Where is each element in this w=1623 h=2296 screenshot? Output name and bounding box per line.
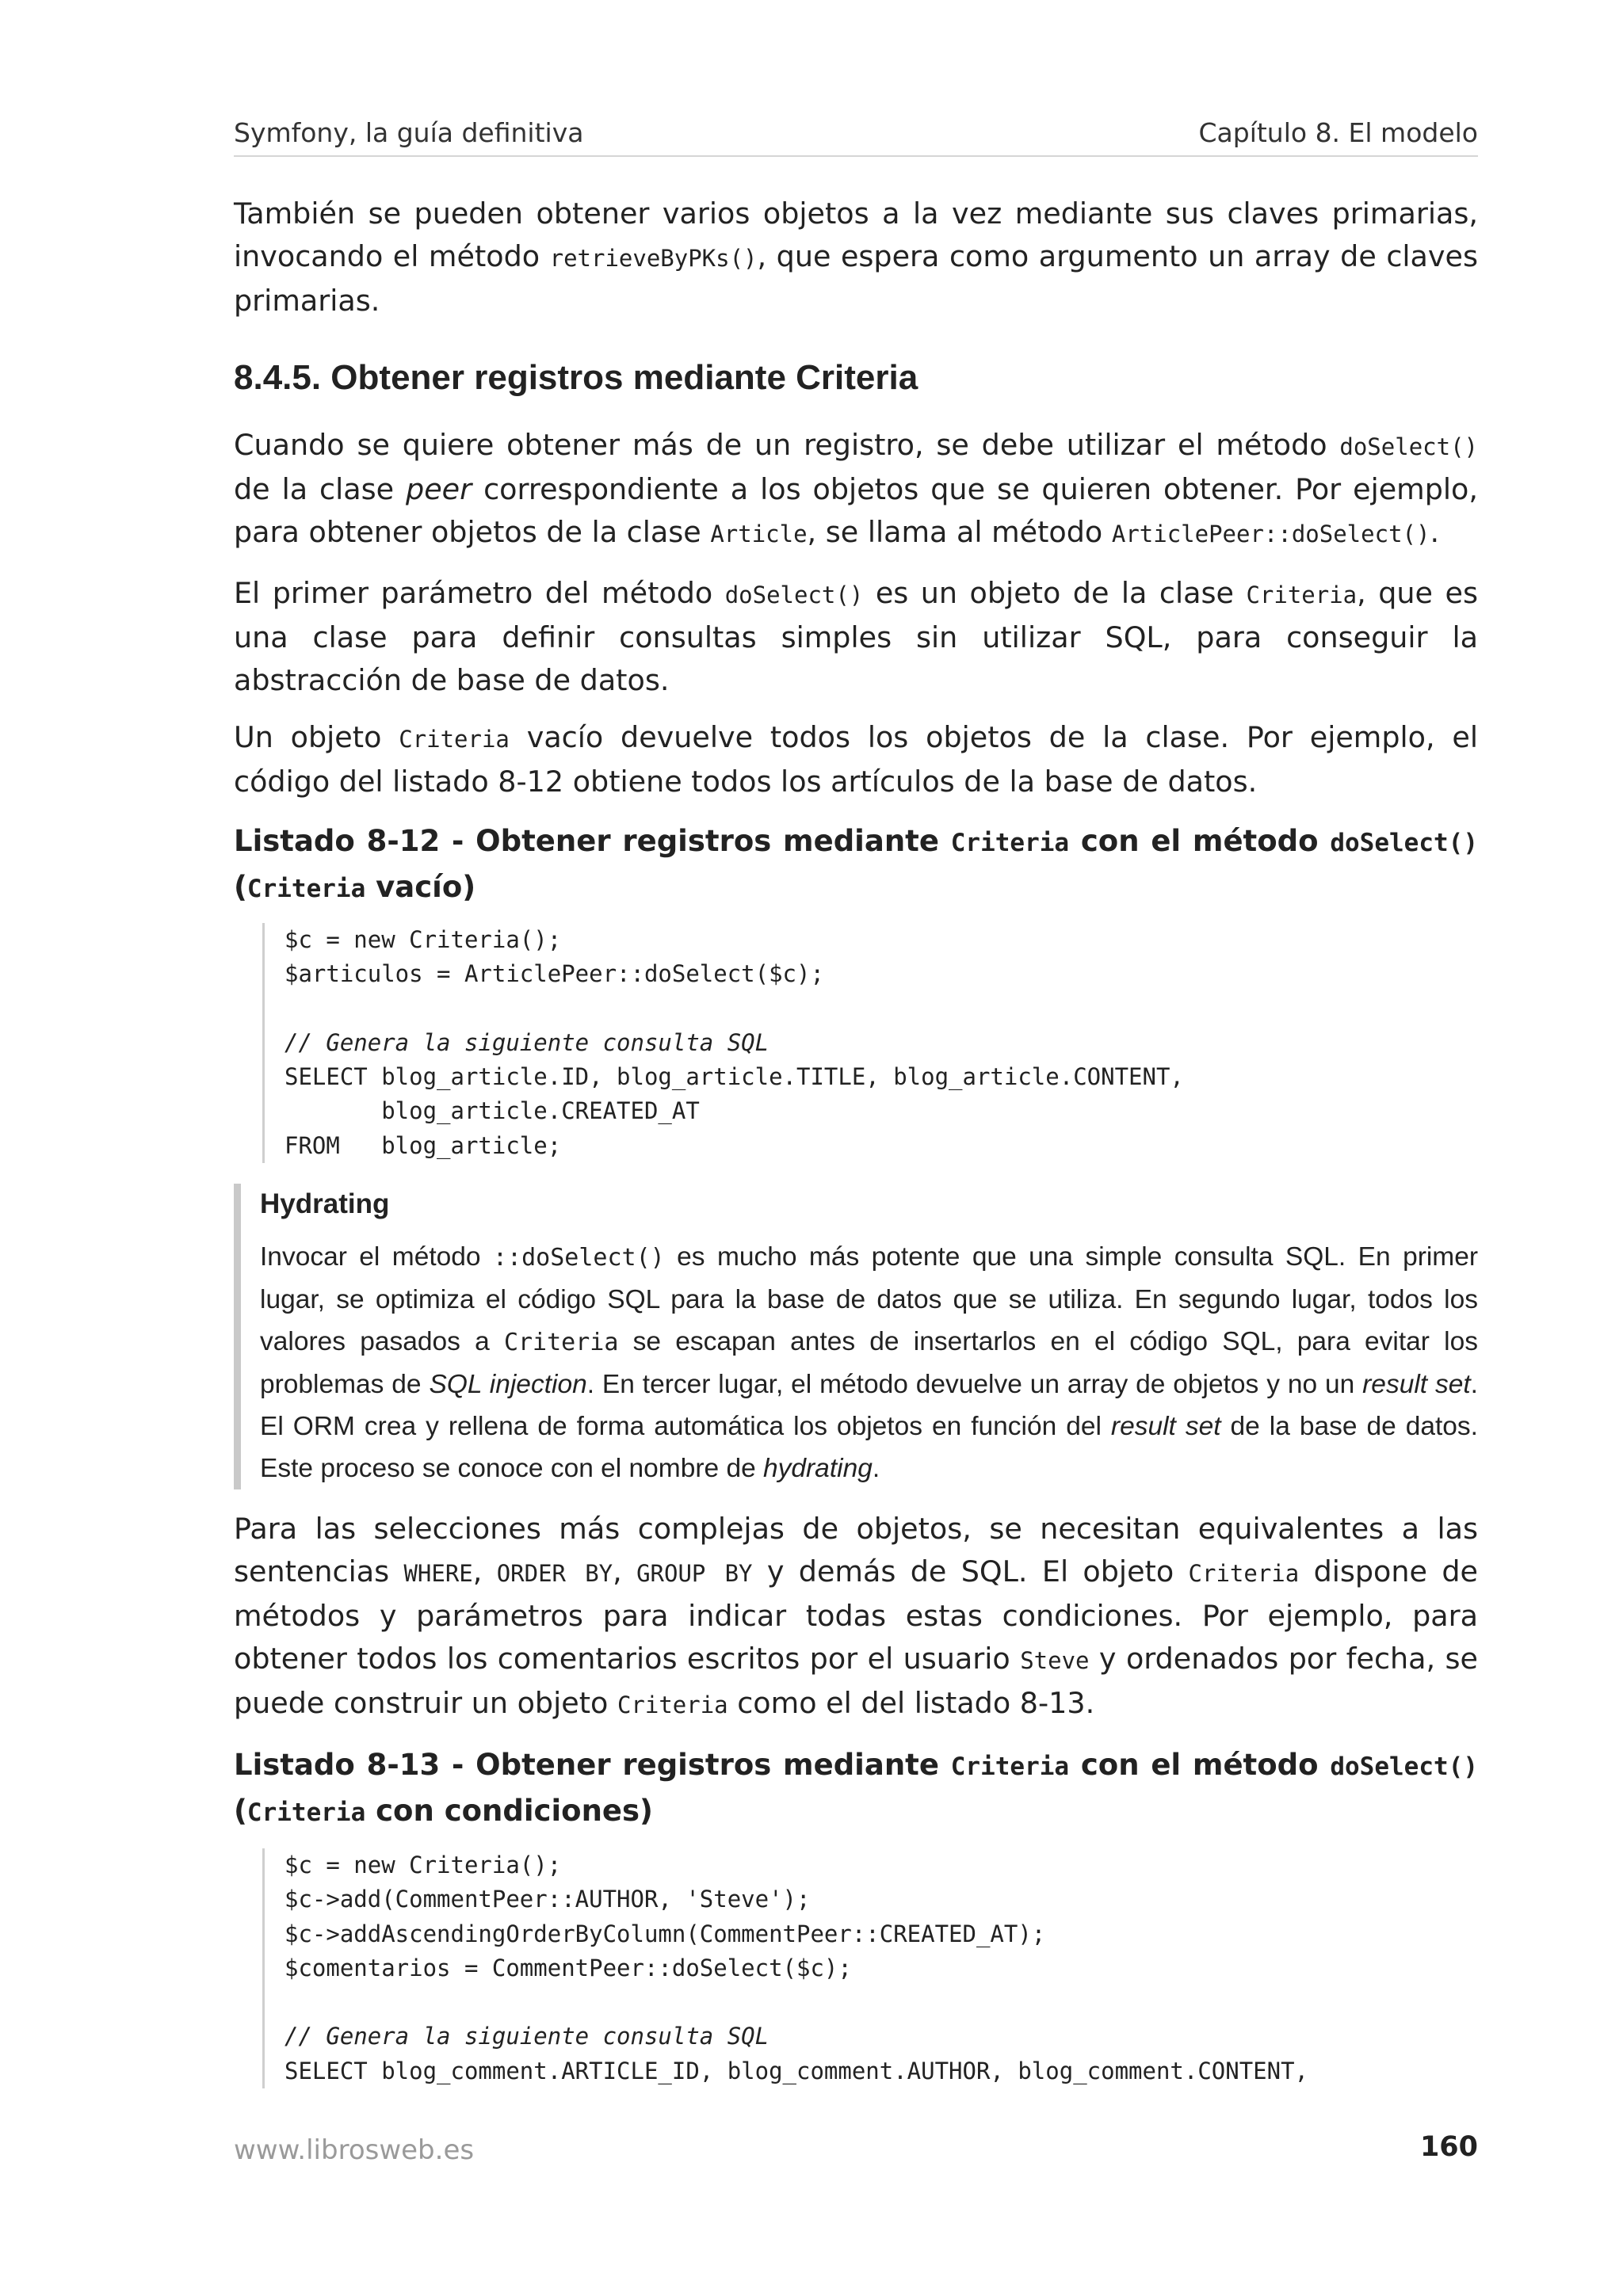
- code-line: $c->addAscendingOrderByColumn(CommentPeer::CREATED_AT);: [285, 1920, 1046, 1947]
- text: de la clase: [234, 472, 407, 506]
- text: Listado 8-13 - Obtener registros mediante: [234, 1748, 951, 1782]
- code-listing: [262, 923, 1478, 1163]
- emphasis: peer: [406, 472, 472, 506]
- inline-code: Criteria: [1246, 582, 1358, 608]
- text: , que es una clase para definir consultas simples sin utilizar SQL, para conseguir la abstracción de base de datos.: [234, 576, 1478, 697]
- inline-code: Criteria: [246, 875, 366, 903]
- inline-code: Article: [710, 521, 808, 547]
- text: vacío devuelve todos los objetos de la clase. Por ejemplo, el código del listado 8-12 obtiene todos los artículos de la base de datos.: [234, 720, 1479, 799]
- text: dispone de métodos y parámetros para indicar todas estas condiciones. Por ejemplo, para obtener todos los comentarios escritos por el usuario: [234, 1554, 1478, 1676]
- text: correspondiente a los objetos que se quieren obtener. Por ejemplo, para obtener objetos de la clase: [234, 472, 1478, 549]
- text: , se llama al método: [807, 515, 1112, 549]
- text: , que espera como argumento un array de claves primarias.: [234, 239, 1478, 318]
- listing-8-13-caption: [234, 1743, 1478, 1835]
- text: El primer parámetro del método: [234, 576, 725, 610]
- text: con condiciones): [365, 1794, 653, 1828]
- paragraph-1: [234, 424, 1478, 555]
- inline-code: retrieveByPKs(): [549, 245, 758, 272]
- text: .: [1430, 515, 1440, 549]
- text: con el método: [1069, 824, 1331, 858]
- text: se escapan antes de insertarlos en el código SQL, para evitar los problemas de: [260, 1327, 1479, 1399]
- chapter-title: Capítulo 8. El modelo: [1198, 117, 1478, 148]
- text: ,: [472, 1554, 497, 1589]
- text: como el del listado 8-13.: [727, 1686, 1095, 1720]
- inline-code: doSelect(): [1330, 829, 1478, 857]
- page-header: [234, 117, 1478, 157]
- paragraph-4: [234, 1508, 1478, 1726]
- inline-code: doSelect(): [1330, 1753, 1478, 1781]
- code-line: [285, 1985, 1478, 2019]
- inline-code: Criteria: [503, 1329, 619, 1356]
- hydrating-note: [234, 1184, 1478, 1489]
- text: (: [234, 870, 247, 904]
- text: . El ORM crea y rellena de forma automática los objetos en función del: [260, 1370, 1478, 1441]
- listing-8-12-caption: [234, 819, 1478, 911]
- inline-code: ::doSelect(): [492, 1244, 665, 1272]
- inline-code: Criteria: [950, 829, 1070, 857]
- text: y ordenados por fecha, se puede construir un objeto: [234, 1642, 1479, 1720]
- emphasis: result set: [1110, 1412, 1221, 1441]
- inline-code: Criteria: [1188, 1560, 1300, 1587]
- text: de la base de datos. Este proceso se conoce con el nombre de: [260, 1412, 1478, 1483]
- paragraph-2: [234, 572, 1478, 702]
- emphasis: hydrating: [763, 1454, 873, 1483]
- inline-code: Criteria: [950, 1753, 1070, 1781]
- inline-code: GROUP BY: [636, 1560, 753, 1587]
- code-line: // Genera la siguiente consulta SQL: [285, 1028, 769, 1056]
- code-block-8-12: [262, 923, 1478, 1163]
- emphasis: SQL injection: [429, 1370, 587, 1399]
- code-line: SELECT blog_article.ID, blog_article.TITLE, blog_article.CONTENT,: [285, 1063, 1184, 1091]
- text: (: [234, 1794, 247, 1828]
- inline-code: ORDER BY: [496, 1560, 613, 1587]
- code-line: // Genera la siguiente consulta SQL: [285, 2023, 769, 2050]
- section-title: 8.4.5. Obtener registros mediante Criteria: [234, 358, 918, 397]
- intro-paragraph: [234, 193, 1478, 322]
- inline-code: ArticlePeer::doSelect(): [1111, 521, 1430, 547]
- inline-code: Steve: [1020, 1647, 1090, 1674]
- text: . En tercer lugar, el método devuelve un array de objetos y no un: [586, 1370, 1363, 1399]
- code-line: $comentarios = CommentPeer::doSelect($c);: [285, 1954, 852, 1981]
- text: También se pueden obtener varios objetos a la vez mediante sus claves primarias, invocando el método: [234, 196, 1478, 273]
- book-title: Symfony, la guía definitiva: [234, 117, 584, 148]
- text: vacío): [365, 870, 476, 904]
- text: Cuando se quiere obtener más de un registro, se debe utilizar el método: [234, 428, 1340, 462]
- inline-code: WHERE: [403, 1560, 473, 1587]
- text: es un objeto de la clase: [863, 576, 1247, 610]
- code-line: SELECT blog_comment.ARTICLE_ID, blog_comment.AUTHOR, blog_comment.CONTENT,: [285, 2057, 1309, 2084]
- code-line: $c = new Criteria();: [285, 1852, 562, 1878]
- section-heading: [234, 358, 1478, 398]
- code-block-8-13: [262, 1848, 1478, 2088]
- paragraph-3: [234, 716, 1478, 803]
- text: con el método: [1069, 1748, 1331, 1782]
- note-title: Hydrating: [260, 1188, 390, 1219]
- inline-code: doSelect(): [1339, 433, 1478, 460]
- code-line: $c->add(CommentPeer::AUTHOR, 'Steve');: [285, 1886, 811, 1913]
- code-listing: [262, 1848, 1478, 2088]
- code-line: FROM blog_article;: [285, 1131, 562, 1159]
- text: Un objeto: [234, 720, 399, 754]
- text: ,: [613, 1554, 637, 1589]
- text: y demás de SQL. El objeto: [752, 1554, 1189, 1589]
- text: Invocar el método: [260, 1242, 493, 1272]
- text: .: [872, 1454, 880, 1483]
- text: Listado 8-12 - Obtener registros mediante: [234, 824, 951, 858]
- inline-code: Criteria: [617, 1691, 728, 1718]
- inline-code: Criteria: [399, 726, 510, 753]
- emphasis: result set: [1362, 1370, 1471, 1399]
- code-line: blog_article.CREATED_AT: [285, 1097, 700, 1125]
- code-line: $articulos = ArticlePeer::doSelect($c);: [285, 960, 824, 988]
- inline-code: Criteria: [246, 1798, 366, 1827]
- text: es mucho más potente que una simple consulta SQL. En primer lugar, se optimiza el código SQL para la base de datos que se utiliza. En segundo lugar, todos los valores pasados a: [260, 1242, 1478, 1356]
- text: Para las selecciones más complejas de objetos, se necesitan equivalentes a las sentencias: [234, 1512, 1478, 1589]
- inline-code: doSelect(): [724, 582, 864, 608]
- page-number: 160: [1419, 2131, 1478, 2163]
- code-line: $c = new Criteria();: [285, 926, 562, 953]
- code-line: [285, 992, 1478, 1026]
- footer-site[interactable]: www.librosweb.es: [234, 2134, 475, 2166]
